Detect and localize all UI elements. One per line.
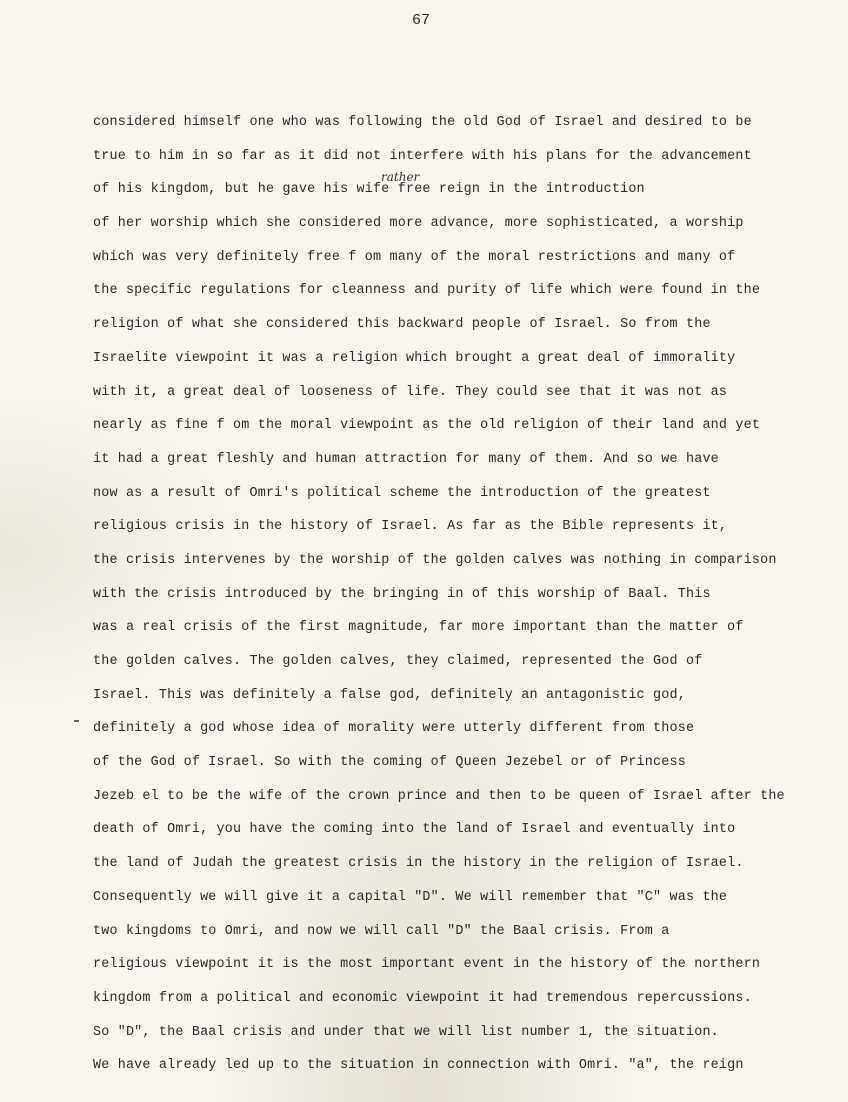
text-line: death of Omri, you have the coming into the land of Israel and eventually into: [93, 822, 736, 838]
text-line: We have already led up to the situation in connection with Omri. "a", the reign: [93, 1058, 744, 1074]
text-line: the crisis intervenes by the worship of the golden calves was nothing in comparison: [93, 552, 777, 568]
text-line: of her worship which she considered more advance, more sophisticated, a worship: [93, 216, 744, 232]
text-line: it had a great fleshly and human attraction for many of them. And so we have: [93, 451, 719, 467]
text-line: Jezeb el to be the wife of the crown prince and then to be queen of Israel after the: [93, 788, 785, 804]
text-line: religion of what she considered this backward people of Israel. So from the: [93, 317, 711, 333]
text-line: kingdom from a political and economic viewpoint it had tremendous repercussions.: [93, 990, 752, 1006]
text-line: religious crisis in the history of Israel. As far as the Bible represents it,: [93, 519, 728, 535]
text-line: which was very definitely free f om many of the moral restrictions and many of: [93, 249, 736, 265]
handwritten-insert: rather: [381, 170, 420, 184]
text-line: of the God of Israel. So with the coming of Queen Jezebel or of Princess: [93, 755, 686, 771]
text-line: Consequently we will give it a capital "D". We will remember that "C" was the: [93, 889, 728, 905]
text-line: considered himself one who was following the old God of Israel and desired to be: [93, 115, 752, 130]
text-line: Israelite viewpoint it was a religion which brought a great deal of immorality: [93, 350, 736, 366]
text-line: nearly as fine f om the moral viewpoint as the old religion of their land and yet: [93, 418, 761, 434]
text-line: two kingdoms to Omri, and now we will call "D" the Baal crisis. From a: [93, 923, 670, 939]
text-line: now as a result of Omri's political scheme the introduction of the greatest: [93, 485, 711, 501]
text-line: the land of Judah the greatest crisis in the history in the religion of Israel.: [93, 856, 744, 872]
text-line: definitely a god whose idea of morality were utterly different from those: [93, 721, 695, 737]
text-line: of his kingdom, but he gave his wife free reign in the introduction: [93, 182, 645, 198]
text-line: Israel. This was definitely a false god, definitely an antagonistic god,: [93, 687, 686, 703]
text-line: So "D", the Baal crisis and under that we will list number 1, the situation.: [93, 1024, 719, 1040]
text-line: religious viewpoint it is the most important event in the history of the northern: [93, 957, 761, 973]
text-line: with the crisis introduced by the bringing in of this worship of Baal. This: [93, 586, 711, 602]
page-number: 67: [412, 12, 431, 29]
text-line: was a real crisis of the first magnitude, far more important than the matter of: [93, 620, 744, 636]
body-text: [93, 106, 813, 1083]
text-line: true to him in so far as it did not interfere with his plans for the advancement: [93, 148, 752, 164]
text-line: the golden calves. The golden calves, they claimed, represented the God of: [93, 654, 703, 669]
text-line: with it, a great deal of looseness of life. They could see that it was not as: [93, 384, 728, 400]
margin-mark: [74, 720, 79, 722]
text-line: the specific regulations for cleanness and purity of life which were found in the: [93, 283, 761, 299]
